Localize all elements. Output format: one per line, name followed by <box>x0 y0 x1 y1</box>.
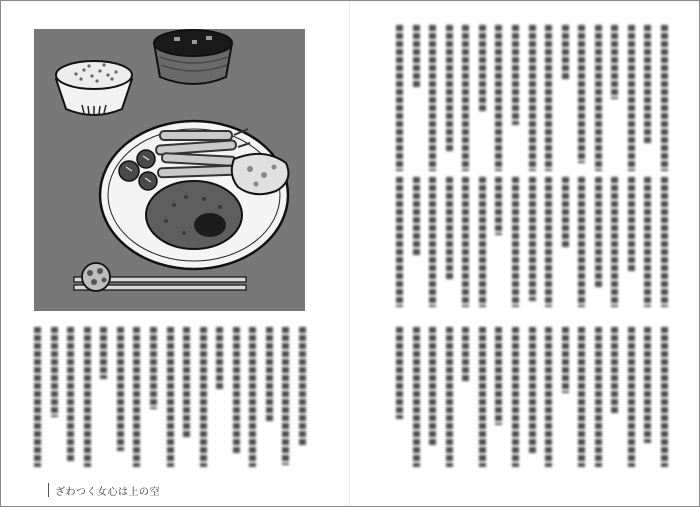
text-column <box>628 177 635 309</box>
text-column <box>545 327 552 469</box>
text-column <box>249 327 256 469</box>
text-column <box>84 327 91 469</box>
text-column <box>396 177 403 309</box>
text-column <box>545 25 552 173</box>
meal-drawing <box>34 29 305 311</box>
text-column <box>51 327 58 469</box>
text-column <box>299 327 306 469</box>
running-footer <box>48 483 160 497</box>
text-column <box>67 327 74 469</box>
text-column <box>429 327 436 469</box>
text-column <box>545 177 552 309</box>
text-column <box>644 25 651 173</box>
text-column <box>595 25 602 173</box>
text-column <box>529 25 536 173</box>
text-column <box>462 177 469 309</box>
text-column <box>529 177 536 309</box>
text-column <box>578 177 585 309</box>
running-title: ざわつく女心は上の空 <box>55 486 160 498</box>
left-body-text <box>34 327 306 469</box>
text-column <box>446 327 453 469</box>
text-column <box>495 25 502 173</box>
text-column <box>462 25 469 173</box>
text-column <box>595 327 602 469</box>
text-column <box>216 327 223 469</box>
meal-illustration <box>34 29 305 311</box>
rice-bowl-icon <box>56 61 132 115</box>
text-column <box>34 327 41 469</box>
text-column <box>133 327 140 469</box>
text-column <box>462 327 469 469</box>
text-column <box>628 25 635 173</box>
text-column <box>595 177 602 309</box>
text-column <box>512 177 519 309</box>
text-column <box>562 25 569 173</box>
text-column <box>562 327 569 469</box>
text-column <box>512 25 519 173</box>
text-column <box>150 327 157 469</box>
text-column <box>233 327 240 469</box>
text-column <box>562 177 569 309</box>
text-column <box>628 327 635 469</box>
text-column <box>396 327 403 469</box>
text-column <box>578 25 585 173</box>
text-column <box>446 25 453 173</box>
text-column <box>479 177 486 309</box>
soup-bowl-icon <box>154 30 232 84</box>
right-body-text-middle <box>396 177 668 309</box>
text-column <box>100 327 107 469</box>
right-page <box>350 1 699 506</box>
text-column <box>644 327 651 469</box>
text-column <box>413 327 420 469</box>
text-column <box>429 25 436 173</box>
text-column <box>512 327 519 469</box>
text-column <box>446 177 453 309</box>
text-column <box>200 327 207 469</box>
potato-salad-icon <box>232 154 289 194</box>
text-column <box>644 177 651 309</box>
text-column <box>495 327 502 469</box>
text-column <box>413 25 420 173</box>
left-page <box>1 1 350 506</box>
text-column <box>479 25 486 173</box>
text-column <box>183 327 190 469</box>
text-column <box>529 327 536 469</box>
text-column <box>429 177 436 309</box>
right-body-text-lower <box>396 327 668 469</box>
right-body-text-upper <box>396 25 668 173</box>
hamburg-steak-icon <box>146 181 242 249</box>
text-column <box>266 327 273 469</box>
text-column <box>611 25 618 173</box>
text-column <box>611 177 618 309</box>
text-column <box>661 177 668 309</box>
text-column <box>479 327 486 469</box>
text-column <box>495 177 502 309</box>
text-column <box>117 327 124 469</box>
text-column <box>611 327 618 469</box>
text-column <box>396 25 403 173</box>
footer-rule <box>48 483 49 497</box>
text-column <box>578 327 585 469</box>
text-column <box>661 25 668 173</box>
text-column <box>413 177 420 309</box>
text-column <box>661 327 668 469</box>
text-column <box>282 327 289 469</box>
text-column <box>167 327 174 469</box>
